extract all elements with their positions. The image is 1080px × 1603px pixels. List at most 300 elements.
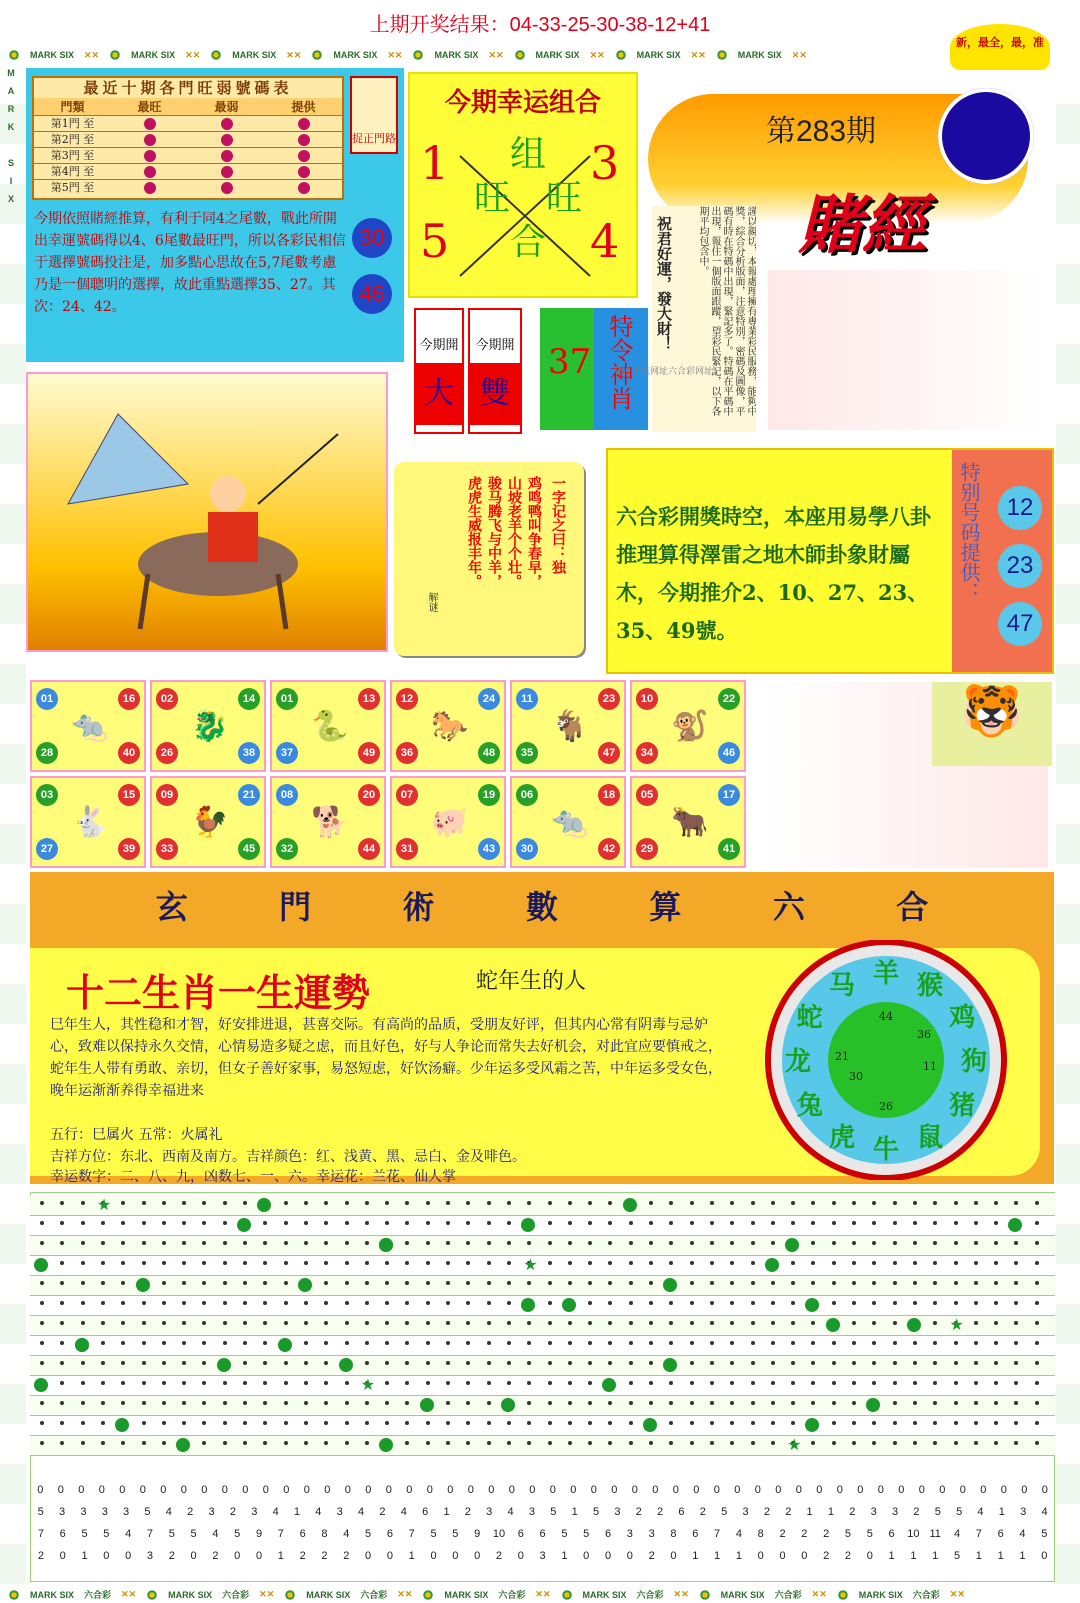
count-cell: 0 xyxy=(221,1484,228,1496)
grid-dot xyxy=(568,1381,572,1385)
count-cell: 2 xyxy=(229,1506,236,1518)
count-cell: 2 xyxy=(823,1550,830,1562)
grid-dot xyxy=(751,1301,755,1305)
count-cell: 4 xyxy=(1019,1528,1026,1540)
grid-dot xyxy=(202,1241,206,1245)
grid-dot xyxy=(162,1201,166,1205)
grid-dot xyxy=(1035,1361,1039,1365)
grid-dot xyxy=(1014,1281,1018,1285)
grid-dot xyxy=(832,1401,836,1405)
grid-dot xyxy=(548,1401,552,1405)
grid-dot xyxy=(872,1421,876,1425)
col-header: 最旺 xyxy=(137,100,162,114)
grid-dot xyxy=(974,1441,978,1445)
grid-dot xyxy=(304,1261,308,1265)
grid-dot xyxy=(365,1301,369,1305)
grid-dot xyxy=(974,1381,978,1385)
grid-dot xyxy=(791,1261,795,1265)
special-ball: 47 xyxy=(998,602,1042,646)
grid-dot xyxy=(182,1401,186,1405)
grid-row xyxy=(30,1436,1055,1456)
grid-dot xyxy=(466,1341,470,1345)
lucky-title: 今期幸运组合 xyxy=(444,88,601,118)
grid-dot xyxy=(872,1341,876,1345)
count-cell: 2 xyxy=(699,1506,706,1518)
grid-dot xyxy=(202,1201,206,1205)
grid-dot xyxy=(223,1321,227,1325)
grid-dot xyxy=(690,1441,694,1445)
grid-dot xyxy=(466,1241,470,1245)
grid-dot xyxy=(852,1241,856,1245)
count-cell: 1 xyxy=(998,1506,1005,1518)
grid-dot xyxy=(345,1281,349,1285)
grid-dot xyxy=(629,1341,633,1345)
count-cell: 5 xyxy=(365,1528,372,1540)
lucky-num: 4 xyxy=(590,214,620,268)
grid-dot xyxy=(1035,1401,1039,1405)
grid-dot xyxy=(1014,1241,1018,1245)
count-cell: 0 xyxy=(365,1484,372,1496)
grid-dot xyxy=(182,1301,186,1305)
count-cell: 0 xyxy=(631,1484,638,1496)
鼠-icon: 🐀 xyxy=(551,806,589,839)
open-panel xyxy=(410,308,526,438)
lucky-char: 组 xyxy=(510,134,547,175)
special-text: 特令神肖 xyxy=(605,314,633,410)
grid-dot xyxy=(223,1401,227,1405)
count-cell: 5 xyxy=(592,1506,600,1518)
fortune-title: 十二生肖一生運勢 xyxy=(66,970,371,1015)
grid-dot xyxy=(385,1201,389,1205)
grid-dot xyxy=(385,1281,389,1285)
count-cell: 3 xyxy=(891,1506,899,1518)
open-value: 大 xyxy=(416,363,462,425)
grid-dot xyxy=(121,1401,125,1405)
grid-dot xyxy=(487,1341,491,1345)
zodiac-number: 34 xyxy=(636,742,658,764)
table-row: 第1門 至 xyxy=(34,115,342,131)
count-cell: 4 xyxy=(125,1528,132,1540)
grid-dot xyxy=(60,1401,64,1405)
grid-dot xyxy=(426,1261,430,1265)
grid-dot xyxy=(40,1341,44,1345)
grid-dot xyxy=(182,1241,186,1245)
grid-dot xyxy=(811,1281,815,1285)
count-cell: 1 xyxy=(714,1550,721,1562)
grid-dot xyxy=(284,1261,288,1265)
grid-dot xyxy=(751,1261,755,1265)
grid-dot xyxy=(446,1341,450,1345)
grid-dot xyxy=(121,1201,125,1205)
wheel-animal: 猪 xyxy=(949,1091,976,1121)
grid-dot xyxy=(365,1321,369,1325)
grid-dot xyxy=(568,1281,572,1285)
zodiac-number: 32 xyxy=(276,838,298,860)
grid-dot xyxy=(446,1361,450,1365)
grid-hit xyxy=(379,1238,393,1252)
grid-dot xyxy=(588,1421,592,1425)
count-cell: 0 xyxy=(980,1484,987,1496)
grid-dot xyxy=(487,1321,491,1325)
grid-dot xyxy=(669,1201,673,1205)
grid-dot xyxy=(142,1241,146,1245)
grid-dot xyxy=(852,1441,856,1445)
grid-dot xyxy=(385,1361,389,1365)
count-cell: 0 xyxy=(283,1484,290,1496)
wheel-animal: 马 xyxy=(828,970,856,1001)
grid-dot xyxy=(405,1321,409,1325)
count-cell: 6 xyxy=(386,1528,393,1540)
count-cell: 5 xyxy=(37,1506,44,1518)
count-cell: 0 xyxy=(713,1484,720,1496)
count-cell: 0 xyxy=(918,1484,925,1496)
grid-dot xyxy=(588,1301,592,1305)
grid-dot xyxy=(142,1421,146,1425)
count-cell: 9 xyxy=(474,1528,481,1540)
grid-dot xyxy=(954,1381,958,1385)
grid-dot xyxy=(933,1441,937,1445)
grid-dot xyxy=(446,1221,450,1225)
count-cell: 2 xyxy=(913,1506,920,1518)
count-cell: 3 xyxy=(1020,1506,1027,1518)
lucky-panel xyxy=(408,72,638,298)
grid-dot xyxy=(487,1201,491,1205)
grid-dot xyxy=(284,1421,288,1425)
grid-dot xyxy=(832,1201,836,1205)
grid-dot xyxy=(893,1281,897,1285)
ball-30: 30 xyxy=(352,218,392,258)
grid-dot xyxy=(263,1221,267,1225)
count-cell: 2 xyxy=(844,1550,852,1562)
grid-dot xyxy=(324,1321,328,1325)
fortune-body: 巳年生人，其性稳和才智，好安排进退，甚喜交际。有高尚的品质，受朋友好评，但其内心常有阴毒与忌妒心，致难以保持永久交情，心情易造多疑之虑，而且好色，好与人争论而常失去好机会，对此宜应要慎戒之，蛇年生人带有勇敢、亲切，但女子善好家事，易怒短虑，好饮汤癖。少年运多受风霜之苦，中年运多受女色，晚年运渐渐养得幸福进来 xyxy=(50,1017,722,1099)
grid-dot xyxy=(994,1321,998,1325)
zodiac-number: 09 xyxy=(156,784,178,806)
count-cell: 6 xyxy=(422,1506,429,1518)
count-cell: 0 xyxy=(670,1550,677,1562)
grid-dot xyxy=(426,1321,430,1325)
count-cell: 0 xyxy=(795,1484,802,1496)
grid-hit xyxy=(866,1398,880,1412)
grid-dot xyxy=(771,1441,775,1445)
grid-dot xyxy=(608,1201,612,1205)
count-cell: 6 xyxy=(59,1528,66,1540)
grid-dot xyxy=(954,1201,958,1205)
count-cell: 4 xyxy=(1041,1506,1048,1518)
grid-dot xyxy=(507,1201,511,1205)
兔-icon: 🐇 xyxy=(71,806,109,839)
grid-dot xyxy=(710,1381,714,1385)
grid-dot xyxy=(60,1301,64,1305)
zodiac-number: 29 xyxy=(636,838,658,860)
grid-dot xyxy=(608,1301,612,1305)
zodiac-card xyxy=(270,680,386,772)
grid-dot xyxy=(811,1261,815,1265)
grid-dot xyxy=(466,1281,470,1285)
grid-dot xyxy=(223,1241,227,1245)
count-cell: 0 xyxy=(78,1484,85,1496)
grid-hit xyxy=(623,1198,637,1212)
grid-hit xyxy=(907,1318,921,1332)
grid-dot xyxy=(1035,1201,1039,1205)
grid-dot xyxy=(649,1401,653,1405)
count-cell: 0 xyxy=(816,1484,823,1496)
banner-char: 數 xyxy=(525,888,558,926)
rider-illustration xyxy=(26,372,388,652)
grid-dot xyxy=(954,1341,958,1345)
grid-dot xyxy=(588,1241,592,1245)
grid-dot xyxy=(649,1381,653,1385)
grid-dot xyxy=(40,1241,44,1245)
count-cell: 9 xyxy=(255,1528,263,1540)
grid-dot xyxy=(751,1281,755,1285)
count-cell: 5 xyxy=(956,1506,963,1518)
grid-hit xyxy=(602,1378,616,1392)
grid-dot xyxy=(548,1301,552,1305)
grid-dot xyxy=(1014,1261,1018,1265)
count-cell: 5 xyxy=(583,1528,590,1540)
count-row xyxy=(30,1480,1055,1500)
grid-dot xyxy=(913,1341,917,1345)
grid-dot xyxy=(832,1281,836,1285)
grid-dot xyxy=(811,1241,815,1245)
牛-icon: 🐂 xyxy=(671,806,709,839)
grid-dot xyxy=(548,1241,552,1245)
zodiac-number: 15 xyxy=(118,784,140,806)
yixue-panel xyxy=(606,448,1054,674)
grid-dot xyxy=(304,1321,308,1325)
grid-dot xyxy=(101,1361,105,1365)
zodiac-card xyxy=(390,776,506,868)
count-cell: 1 xyxy=(561,1550,568,1562)
grid-dot xyxy=(202,1281,206,1285)
table-row: 第2門 至 xyxy=(34,131,342,147)
scroll-line: 鸡鸣鸭叫争春早， xyxy=(526,476,542,588)
count-cell: 0 xyxy=(529,1484,536,1496)
grid-dot xyxy=(426,1341,430,1345)
狗-icon: 🐕 xyxy=(311,806,349,839)
count-cell: 0 xyxy=(877,1484,884,1496)
banner-char: 六 xyxy=(772,888,805,926)
grid-dot xyxy=(791,1201,795,1205)
grid-dot xyxy=(162,1341,166,1345)
grid-dot xyxy=(669,1441,673,1445)
grid-dot xyxy=(284,1361,288,1365)
wish-text: 祝君好運，發大財！ xyxy=(655,216,673,351)
grid-dot xyxy=(101,1441,105,1445)
grid-dot xyxy=(345,1241,349,1245)
zodiac-card xyxy=(390,680,506,772)
grid-dot xyxy=(872,1361,876,1365)
grid-dot xyxy=(872,1381,876,1385)
grid-dot xyxy=(101,1401,105,1405)
grid-dot xyxy=(629,1361,633,1365)
grid-dot xyxy=(730,1421,734,1425)
count-cell: 1 xyxy=(975,1550,982,1562)
special-number: 37 xyxy=(548,342,592,382)
zodiac-number: 45 xyxy=(238,838,260,860)
grid-dot xyxy=(101,1321,105,1325)
count-cell: 2 xyxy=(635,1506,642,1518)
zodiac-number: 47 xyxy=(598,742,620,764)
wheel-animal: 兔 xyxy=(796,1091,823,1121)
grid-dot xyxy=(608,1341,612,1345)
count-cell: 0 xyxy=(1041,1550,1048,1562)
grid-dot xyxy=(466,1381,470,1385)
grid-dot xyxy=(507,1361,511,1365)
grid-dot xyxy=(162,1441,166,1445)
蛇-icon: 🐍 xyxy=(311,710,349,743)
grid-dot xyxy=(385,1341,389,1345)
grid-dot xyxy=(954,1261,958,1265)
count-cell: 0 xyxy=(37,1484,44,1496)
grid-dot xyxy=(60,1321,64,1325)
grid-dot xyxy=(345,1301,349,1305)
col-header: 最弱 xyxy=(214,100,239,114)
grid-dot xyxy=(405,1381,409,1385)
grid-dot xyxy=(101,1221,105,1225)
count-cell: 0 xyxy=(866,1550,873,1562)
grid-dot xyxy=(426,1361,430,1365)
wheel-number: 30 xyxy=(849,1070,863,1083)
grid-dot xyxy=(142,1261,146,1265)
grid-dot xyxy=(243,1441,247,1445)
table-row: 第5門 至 xyxy=(34,179,342,195)
count-cell: 1 xyxy=(1019,1550,1026,1562)
龙-icon: 🐉 xyxy=(191,710,229,743)
grid-dot xyxy=(893,1221,897,1225)
grid-dot xyxy=(690,1401,694,1405)
grid-dot xyxy=(40,1281,44,1285)
grid-dot xyxy=(933,1301,937,1305)
vertical-note xyxy=(652,206,756,432)
grid-dot xyxy=(121,1221,125,1225)
count-cell: 7 xyxy=(146,1528,154,1540)
grid-dot xyxy=(426,1221,430,1225)
count-cell: 0 xyxy=(201,1484,208,1496)
lucky-num: 5 xyxy=(420,214,450,268)
count-cell: 2 xyxy=(168,1550,175,1562)
grid-dot xyxy=(649,1441,653,1445)
count-cell: 5 xyxy=(934,1506,941,1518)
count-cell: 1 xyxy=(910,1550,917,1562)
count-cell: 10 xyxy=(492,1528,506,1540)
grid-dot xyxy=(527,1201,531,1205)
grid-dot xyxy=(548,1441,552,1445)
grid-dot xyxy=(121,1341,125,1345)
grid-dot xyxy=(324,1441,328,1445)
scroll-sign: 解谜 xyxy=(426,592,437,612)
top-border: MARK SIX ✕✕ MARK SIX ✕✕ MARK SIX ✕✕ MARK SIX ✕✕ MARK SIX ✕✕ MARK SIX ✕✕ MARK SIX ✕✕ MARK SIX ✕✕ xyxy=(0,46,1080,64)
grid-row xyxy=(30,1416,1055,1436)
grid-hit xyxy=(663,1358,677,1372)
grid-dot xyxy=(223,1221,227,1225)
zodiac-number: 30 xyxy=(516,838,538,860)
grid-dot xyxy=(487,1221,491,1225)
fortune-wuxing: 五行：巳属火 五常：火属礼 xyxy=(50,1127,223,1143)
zodiac-number: 27 xyxy=(36,838,58,860)
grid-dot xyxy=(405,1221,409,1225)
grid-dot xyxy=(852,1401,856,1405)
zodiac-wheel xyxy=(736,940,1036,1180)
grid-dot xyxy=(426,1281,430,1285)
count-cell: 0 xyxy=(757,1550,764,1562)
count-cell: 0 xyxy=(385,1484,392,1496)
count-cell: 0 xyxy=(180,1484,187,1496)
grid-dot xyxy=(669,1341,673,1345)
zodiac-number: 20 xyxy=(358,784,380,806)
grid-dot xyxy=(60,1221,64,1225)
count-cell: 0 xyxy=(190,1550,197,1562)
grid-dot xyxy=(954,1221,958,1225)
grid-dot xyxy=(649,1261,653,1265)
grid-dot xyxy=(669,1321,673,1325)
grid-dot xyxy=(446,1281,450,1285)
zodiac-card xyxy=(150,776,266,868)
grid-dot xyxy=(1014,1401,1018,1405)
grid-dot xyxy=(142,1341,146,1345)
count-cell: 0 xyxy=(626,1550,633,1562)
grid-dot xyxy=(913,1221,917,1225)
analysis-text: 今期依照賭經推算，有利于同4之尾數，戰此所開出幸運號碼得以4、6尾數最旺門，所以各彩民相信于選擇號碼投注是，加多點心思故在5,7尾數考慮乃是一個聰明的選擇，故此重點選擇35、27。其次：24、42。 xyxy=(34,211,346,315)
zodiac-number: 46 xyxy=(718,742,740,764)
grid-dot xyxy=(852,1221,856,1225)
grid-dot xyxy=(142,1301,146,1305)
count-cell: 0 xyxy=(754,1484,761,1496)
grid-dot xyxy=(324,1381,328,1385)
grid-hit xyxy=(176,1438,190,1452)
count-cell: 0 xyxy=(452,1550,459,1562)
grid-dot xyxy=(385,1321,389,1325)
grid-dot xyxy=(710,1221,714,1225)
to-label: 至 xyxy=(83,149,95,162)
grid-dot xyxy=(507,1301,511,1305)
grid-dot xyxy=(466,1421,470,1425)
count-cell: 1 xyxy=(293,1506,301,1518)
count-cell: 0 xyxy=(406,1484,413,1496)
grid-dot xyxy=(893,1241,897,1245)
zodiac-number: 10 xyxy=(636,688,658,710)
grid-dot xyxy=(385,1401,389,1405)
grid-hit xyxy=(115,1418,129,1432)
grid-dot xyxy=(649,1241,653,1245)
grid-dot xyxy=(426,1441,430,1445)
grid-dot xyxy=(913,1421,917,1425)
grid-dot xyxy=(345,1201,349,1205)
grid-dot xyxy=(304,1241,308,1245)
grid-dot xyxy=(568,1221,572,1225)
grid-dot xyxy=(568,1421,572,1425)
grid-dot xyxy=(791,1281,795,1285)
count-cell: 2 xyxy=(648,1550,655,1562)
grid-dot xyxy=(588,1381,592,1385)
grid-dot xyxy=(954,1401,958,1405)
zodiac-number: 43 xyxy=(478,838,500,860)
grid-dot xyxy=(629,1221,633,1225)
grid-dot xyxy=(852,1301,856,1305)
banner-char: 玄 xyxy=(155,888,188,926)
grid-dot xyxy=(202,1361,206,1365)
grid-star: ★ xyxy=(949,1315,964,1334)
grid-dot xyxy=(507,1421,511,1425)
count-cell: 0 xyxy=(119,1484,126,1496)
zodiac-number: 21 xyxy=(238,784,260,806)
count-cell: 1 xyxy=(443,1506,450,1518)
count-cell: 7 xyxy=(277,1528,284,1540)
count-cell: 0 xyxy=(570,1484,577,1496)
grid-dot xyxy=(162,1241,166,1245)
grid-dot xyxy=(974,1341,978,1345)
